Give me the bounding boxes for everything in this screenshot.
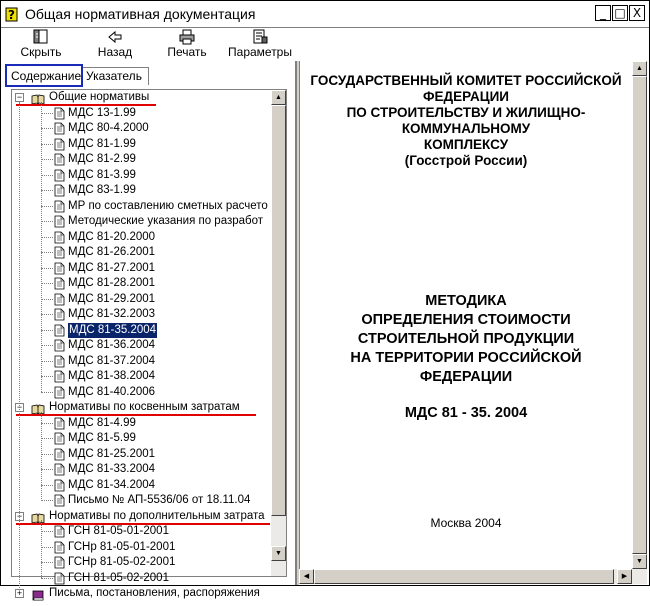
tree-item[interactable]: ГСН 81-05-01-2001 xyxy=(68,525,169,537)
tree-connector xyxy=(41,438,53,439)
tree-item[interactable]: Письмо № АП-5536/06 от 18.11.04 xyxy=(68,494,251,506)
tree-connector xyxy=(41,221,53,222)
document-vertical-scrollbar[interactable] xyxy=(632,61,647,569)
tree-connector xyxy=(41,144,53,145)
document-pane xyxy=(299,61,649,585)
tree-item[interactable]: ГСН 81-05-02-2001 xyxy=(68,571,169,584)
expand-toggle[interactable]: − xyxy=(16,510,23,521)
tree-item[interactable]: МДС 81-4.99 xyxy=(68,416,136,429)
contents-tree-box xyxy=(11,89,287,599)
tree-connector xyxy=(41,469,53,470)
document-horizontal-scrollbar[interactable] xyxy=(299,569,647,584)
document-page-icon xyxy=(54,107,65,120)
tree-item[interactable]: МДС 81-29.2001 xyxy=(68,292,156,305)
tree-connector xyxy=(41,314,53,315)
title-bar[interactable] xyxy=(1,1,649,28)
document-page-icon xyxy=(54,293,65,306)
tree-root-connector xyxy=(19,102,20,592)
expand-toggle[interactable]: + xyxy=(16,588,23,598)
tree-item-selected[interactable]: МДС 81-35.2004 xyxy=(69,323,157,336)
tree-connector xyxy=(41,547,53,548)
scroll-up-button[interactable]: ▲ xyxy=(271,90,286,105)
document-page-icon xyxy=(54,169,65,182)
hide-label: Скрыть xyxy=(20,45,62,59)
tree-item[interactable]: МДС 81-37.2004 xyxy=(68,354,156,367)
print-label: Печать xyxy=(167,45,207,59)
tree-item[interactable]: МДС 81-20.2000 xyxy=(68,230,156,243)
org_lines-line: КОММУНАЛЬНОМУ xyxy=(401,121,531,136)
options-icon xyxy=(251,29,269,45)
document-page-icon xyxy=(54,262,65,275)
tree-item[interactable]: МР по составлению сметных расчето xyxy=(68,199,268,212)
tree-item[interactable]: МДС 13-1.99 xyxy=(68,106,136,119)
tree-item[interactable]: МДС 81-26.2001 xyxy=(68,246,156,258)
tree-item[interactable]: Методические указания по разработ xyxy=(68,215,264,227)
tree-item[interactable]: МДС 81-5.99 xyxy=(68,432,136,444)
document-page-icon xyxy=(54,386,65,399)
org_lines-line: (Госстрой России) xyxy=(404,153,528,168)
document-page-icon xyxy=(54,494,65,507)
doc-scroll-left-button[interactable]: ◀ xyxy=(299,569,314,584)
tree-item[interactable]: ГСНр 81-05-02-2001 xyxy=(68,556,176,568)
red-underline-annotation xyxy=(16,414,256,416)
document-page-icon xyxy=(54,355,65,368)
document-page-icon xyxy=(54,370,65,383)
org_lines-line: КОМПЛЕКСУ xyxy=(423,137,509,152)
document-page-icon xyxy=(54,572,65,585)
tree-connector xyxy=(41,578,53,579)
tree-connector xyxy=(41,268,53,269)
scroll-thumb[interactable] xyxy=(271,105,286,516)
document-page-icon xyxy=(54,308,65,321)
document-title xyxy=(300,292,632,387)
doc-scroll-up-button[interactable]: ▲ xyxy=(632,61,647,76)
tree-connector xyxy=(41,531,53,532)
document-page-icon xyxy=(54,525,65,538)
tree-group-label[interactable]: Письма, постановления, распоряжения xyxy=(49,587,260,599)
tree-group-label[interactable]: Нормативы по косвенным затратам xyxy=(49,401,240,413)
hide-button[interactable] xyxy=(19,28,63,61)
back-button[interactable] xyxy=(93,28,137,61)
tree-connector xyxy=(41,485,53,486)
method_lines-line: ОПРЕДЕЛЕНИЯ СТОИМОСТИ xyxy=(361,312,571,328)
document-page-icon xyxy=(54,246,65,259)
tree-item[interactable]: МДС 81-3.99 xyxy=(68,168,136,181)
tree-item[interactable]: МДС 80-4.2000 xyxy=(68,122,149,134)
tree-connector xyxy=(41,128,53,129)
contents-tree xyxy=(12,90,270,599)
document-page-icon xyxy=(54,417,65,430)
document-page-icon xyxy=(54,339,65,352)
method_lines-line: ФЕДЕРАЦИИ xyxy=(419,369,513,385)
tree-item[interactable]: МДС 81-32.2003 xyxy=(68,308,156,320)
print-button[interactable] xyxy=(163,28,211,61)
tab-index[interactable]: Указатель xyxy=(83,67,149,85)
svg-text:?: ? xyxy=(8,8,15,22)
document-page-icon xyxy=(54,231,65,244)
minimize-button[interactable]: _ xyxy=(595,5,611,21)
tree-connector xyxy=(41,237,53,238)
tree-item[interactable]: ГСНр 81-05-01-2001 xyxy=(68,540,176,553)
document-page-icon xyxy=(54,277,65,290)
tree-connector xyxy=(41,113,53,114)
tree-connector xyxy=(41,500,53,501)
back-arrow-icon xyxy=(106,29,124,45)
method_lines-line: НА ТЕРРИТОРИИ РОССИЙСКОЙ xyxy=(350,350,582,366)
nav-tabs xyxy=(1,61,295,89)
tree-vertical-scrollbar[interactable] xyxy=(271,90,286,576)
document-page-icon xyxy=(54,432,65,445)
tree-connector xyxy=(41,159,53,160)
tree-group-label[interactable]: Нормативы по дополнительным затрата xyxy=(49,509,265,522)
tree-connector xyxy=(41,299,53,300)
doc-scroll-right-button[interactable]: ▶ xyxy=(617,569,632,584)
options-button[interactable] xyxy=(227,28,293,61)
tree-connector xyxy=(41,252,53,253)
tree-connector xyxy=(41,412,42,501)
help-app-icon xyxy=(5,6,21,22)
document-page-icon xyxy=(54,215,65,228)
tree-item[interactable]: МДС 81-2.99 xyxy=(68,153,136,165)
navigation-pane xyxy=(1,61,297,599)
tree-connector xyxy=(41,345,53,346)
document-page-icon xyxy=(54,122,65,135)
tree-item[interactable]: МДС 81-34.2004 xyxy=(68,478,156,491)
document-page-icon xyxy=(54,200,65,213)
document-page-icon xyxy=(54,138,65,151)
document-page-icon xyxy=(54,556,65,569)
hide-pane-icon xyxy=(32,29,50,45)
document-page-icon xyxy=(54,184,65,197)
expand-toggle[interactable]: − xyxy=(16,92,23,102)
tree-item[interactable]: МДС 81-27.2001 xyxy=(68,261,156,274)
tree-item[interactable]: МДС 83-1.99 xyxy=(68,184,136,196)
open-book-icon xyxy=(31,402,45,413)
org_lines-line: ПО СТРОИТЕЛЬСТВУ И ЖИЛИЩНО- xyxy=(346,105,586,120)
tree-connector xyxy=(41,361,53,362)
org_lines-line: ФЕДЕРАЦИИ xyxy=(423,89,509,104)
tree-group-label[interactable]: Общие нормативы xyxy=(49,91,150,103)
back-label: Назад xyxy=(97,45,133,59)
tree-item[interactable]: МДС 81-40.2006 xyxy=(68,385,156,398)
tree-connector xyxy=(41,520,42,578)
doc-hscroll-thumb[interactable] xyxy=(314,569,614,584)
options-label: Параметры xyxy=(228,45,292,59)
tree-item[interactable]: МДС 81-38.2004 xyxy=(68,370,156,382)
open-book-icon xyxy=(31,511,45,522)
method_lines-line: МЕТОДИКА xyxy=(425,293,507,309)
document-code: МДС 81 - 35. 2004 xyxy=(404,405,528,421)
tree-connector xyxy=(41,102,42,393)
maximize-button[interactable]: □ xyxy=(612,5,628,21)
document-page-icon xyxy=(54,448,65,461)
tab-contents[interactable]: Содержание xyxy=(5,64,83,87)
doc-scroll-down-button[interactable]: ▼ xyxy=(632,554,647,569)
closed-book-icon xyxy=(31,588,45,599)
expand-toggle[interactable]: − xyxy=(16,402,23,412)
tree-item[interactable]: МДС 81-25.2001 xyxy=(68,447,156,460)
document-page-icon xyxy=(54,541,65,554)
tree-connector xyxy=(41,423,53,424)
document-page-icon xyxy=(54,479,65,492)
toolbar xyxy=(1,28,649,61)
scroll-down-button[interactable]: ▼ xyxy=(271,546,286,561)
document-content xyxy=(299,61,632,569)
doc-scroll-thumb[interactable] xyxy=(632,76,647,554)
tree-item[interactable]: МДС 81-33.2004 xyxy=(68,463,156,475)
method_lines-line: СТРОИТЕЛЬНОЙ ПРОДУКЦИИ xyxy=(357,331,575,347)
tree-connector xyxy=(41,283,53,284)
org_lines-line: ГОСУДАРСТВЕННЫЙ КОМИТЕТ РОССИЙСКОЙ xyxy=(310,73,622,88)
tree-connector xyxy=(41,376,53,377)
window-title: Общая нормативная документация xyxy=(25,6,256,22)
tree-connector xyxy=(41,206,53,207)
tree-item[interactable]: МДС 81-36.2004 xyxy=(68,339,156,351)
organization-heading xyxy=(300,73,632,169)
document-page-icon xyxy=(54,463,65,476)
close-button[interactable]: X xyxy=(629,5,645,21)
city-year: Москва 2004 xyxy=(430,516,502,530)
tree-connector xyxy=(41,330,53,331)
document-page-icon xyxy=(54,153,65,166)
open-book-icon xyxy=(31,92,45,103)
tree-item[interactable]: МДС 81-1.99 xyxy=(68,137,136,150)
tree-item[interactable]: МДС 81-28.2001 xyxy=(68,277,156,289)
tree-connector xyxy=(41,175,53,176)
printer-icon xyxy=(178,29,196,45)
tree-connector xyxy=(41,454,53,455)
tree-connector xyxy=(41,562,53,563)
document-page-icon xyxy=(54,324,65,337)
tree-connector xyxy=(41,190,53,191)
tree-connector xyxy=(41,392,53,393)
